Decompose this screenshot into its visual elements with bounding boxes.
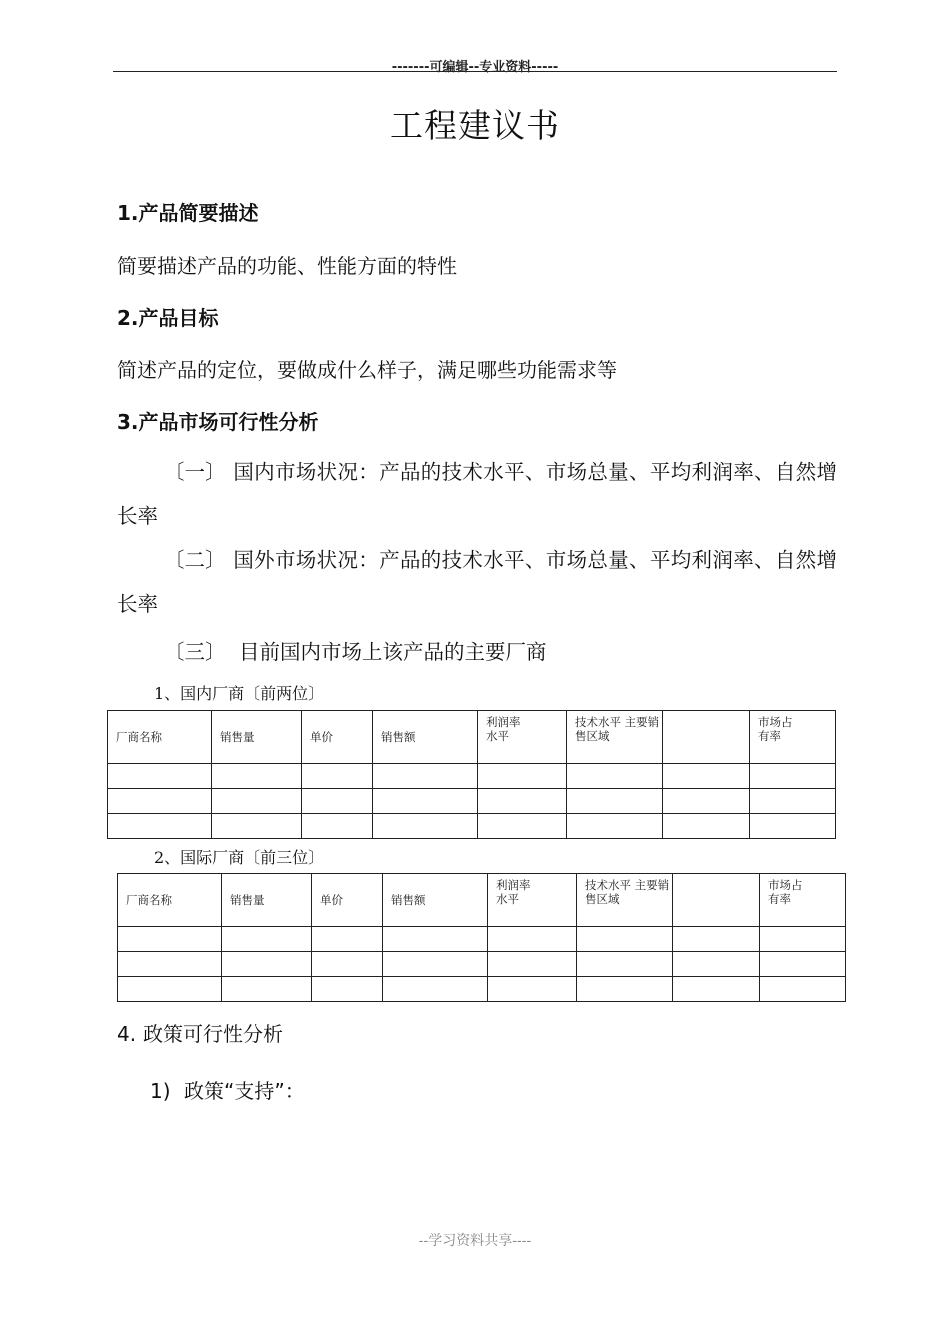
- header-line: 售区域: [575, 729, 610, 743]
- section-3-heading: 3.产品市场可行性分析: [117, 410, 319, 434]
- item-marker: 〔一〕: [164, 460, 226, 484]
- header-cell: 厂商名称: [108, 711, 212, 764]
- header-divider: [113, 71, 837, 72]
- header-line: 售区域: [585, 892, 620, 906]
- header-cell: 销售额: [373, 711, 478, 764]
- subheading-domestic-vendors: 1、国内厂商〔前两位〕: [154, 684, 325, 703]
- market-item-vendors: [164, 635, 547, 665]
- header-line: 市场占: [768, 878, 803, 892]
- header-cell: [478, 711, 567, 764]
- header-line: 技术水平 主要销: [585, 878, 670, 892]
- header-cell: [488, 874, 577, 927]
- header-cell: 销售量: [212, 711, 302, 764]
- item-text: 国外市场状况：产品的技术水平、市场总量、平均利润率、自然增长率: [117, 548, 837, 616]
- header-cell: 销售量: [222, 874, 312, 927]
- section-2-heading: 2.产品目标: [117, 306, 219, 330]
- page-footer: --学习资料共享----: [418, 1233, 532, 1249]
- header-line: 利润率: [496, 878, 531, 892]
- header-line: 技术水平 主要销: [575, 715, 660, 729]
- header-line: 利润率: [486, 715, 521, 729]
- header-cell: [577, 874, 673, 927]
- subheading-international-vendors: 2、国际厂商〔前三位〕: [154, 848, 325, 867]
- domestic-vendor-table: [107, 710, 836, 839]
- header-cell: [663, 711, 750, 764]
- page-header: -------可编辑--专业资料-----: [391, 60, 559, 75]
- header-cell: [673, 874, 760, 927]
- item-number: 1): [150, 1079, 171, 1103]
- item-text: 国内市场状况：产品的技术水平、市场总量、平均利润率、自然增长率: [117, 460, 837, 528]
- section-4-heading: [117, 1018, 283, 1047]
- policy-item: [150, 1075, 305, 1104]
- header-cell: 单价: [302, 711, 373, 764]
- market-item-foreign: [117, 538, 837, 626]
- section-number: 4.: [117, 1022, 137, 1046]
- section-2-body: 简述产品的定位，要做成什么样子，满足哪些功能需求等: [117, 358, 617, 382]
- doc-title: 工程建议书: [390, 106, 560, 145]
- header-cell: [760, 874, 846, 927]
- header-line: 有率: [758, 729, 781, 743]
- item-text: 政策“支持”：: [184, 1079, 305, 1103]
- section-1-heading: 1.产品简要描述: [117, 201, 259, 225]
- section-1-body: 简要描述产品的功能、性能方面的特性: [117, 254, 457, 278]
- table-header-row: [108, 711, 836, 764]
- table-row: [118, 927, 846, 952]
- item-marker: 〔三〕: [164, 640, 226, 664]
- table-row: [118, 977, 846, 1002]
- header-line: 有率: [768, 892, 791, 906]
- table-row: [108, 814, 836, 839]
- market-item-domestic: [117, 450, 837, 538]
- header-cell: 销售额: [383, 874, 488, 927]
- table-row: [108, 789, 836, 814]
- item-text: 目前国内市场上该产品的主要厂商: [239, 640, 547, 664]
- header-line: 水平: [486, 729, 509, 743]
- section-title: 政策可行性分析: [143, 1022, 283, 1046]
- header-cell: [750, 711, 836, 764]
- header-cell: 厂商名称: [118, 874, 222, 927]
- international-vendor-table: [117, 873, 846, 1002]
- table-row: [108, 764, 836, 789]
- table-row: [118, 952, 846, 977]
- item-marker: 〔二〕: [164, 548, 226, 572]
- header-line: 水平: [496, 892, 519, 906]
- table-header-row: [118, 874, 846, 927]
- header-line: 市场占: [758, 715, 793, 729]
- header-cell: [567, 711, 663, 764]
- header-cell: 单价: [312, 874, 383, 927]
